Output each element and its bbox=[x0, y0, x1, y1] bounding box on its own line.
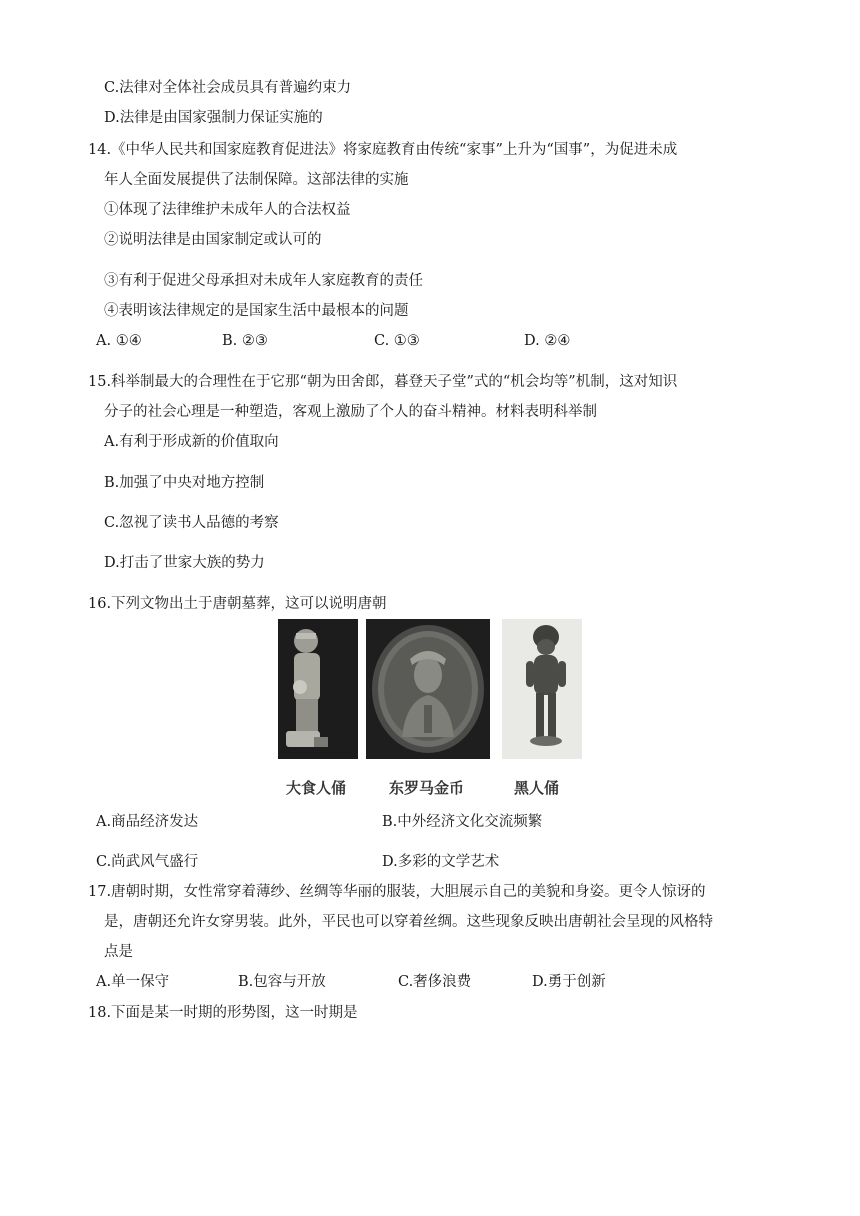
q18-stem: 18.下面是某一时期的形势图，这一时期是 bbox=[88, 1005, 358, 1021]
arab-figurine-photo bbox=[278, 619, 358, 759]
q14-option-b[interactable]: B. ②③ bbox=[222, 333, 268, 349]
q15-option-d[interactable]: D.打击了世家大族的势力 bbox=[104, 555, 265, 571]
caption-arab-figurine: 大食人俑 bbox=[286, 779, 347, 797]
q17-option-d[interactable]: D.勇于创新 bbox=[532, 974, 606, 990]
q16-stem: 16.下列文物出土于唐朝墓葬，这可以说明唐朝 bbox=[88, 596, 387, 612]
q16-option-c[interactable]: C.尚武风气盛行 bbox=[96, 854, 199, 870]
q16-option-d[interactable]: D.多彩的文学艺术 bbox=[382, 854, 500, 870]
q17-stem-line1: 17.唐朝时期，女性常穿着薄纱、丝绸等华丽的服装，大胆展示自己的美貌和身姿。更令人惊讶的 bbox=[88, 884, 706, 900]
caption-black-figurine: 黑人俑 bbox=[514, 779, 560, 797]
q17-stem-line2: 是，唐朝还允许女穿男装。此外，平民也可以穿着丝绸。这些现象反映出唐朝社会呈现的风格特 bbox=[104, 914, 713, 930]
artifact-figure bbox=[276, 617, 584, 803]
kunlun-figurine-photo bbox=[502, 619, 582, 759]
q16-option-b[interactable]: B.中外经济文化交流频繁 bbox=[382, 814, 543, 830]
q15-stem-line2: 分子的社会心理是一种塑造，客观上激励了个人的奋斗精神。材料表明科举制 bbox=[104, 404, 597, 420]
q14-item-3: ③有利于促进父母承担对未成年人家庭教育的责任 bbox=[104, 273, 423, 289]
q14-item-4: ④表明该法律规定的是国家生活中最根本的问题 bbox=[104, 303, 409, 319]
q15-option-a[interactable]: A.有利于形成新的价值取向 bbox=[104, 434, 279, 450]
q16-option-a[interactable]: A.商品经济发达 bbox=[96, 814, 199, 830]
q15-stem-line1: 15.科举制最大的合理性在于它那“朝为田舍郎，暮登天子堂”式的“机会均等”机制，这对知识 bbox=[88, 374, 678, 390]
caption-byzantine-coin: 东罗马金币 bbox=[389, 779, 465, 797]
q14-stem-line1: 14.《中华人民共和国家庭教育促进法》将家庭教育由传统“家事”上升为“国事”，为促进未成 bbox=[88, 142, 678, 158]
q14-option-d[interactable]: D. ②④ bbox=[524, 333, 571, 349]
q15-option-c[interactable]: C.忽视了读书人品德的考察 bbox=[104, 515, 279, 531]
q17-option-c[interactable]: C.奢侈浪费 bbox=[398, 974, 472, 990]
q14-item-2: ②说明法律是由国家制定或认可的 bbox=[104, 232, 322, 248]
q13-option-d: D.法律是由国家强制力保证实施的 bbox=[104, 110, 323, 126]
q15-option-b[interactable]: B.加强了中央对地方控制 bbox=[104, 475, 265, 491]
q14-option-c[interactable]: C. ①③ bbox=[374, 333, 420, 349]
q14-option-a[interactable]: A. ①④ bbox=[96, 333, 142, 349]
q14-stem-line2: 年人全面发展提供了法制保障。这部法律的实施 bbox=[104, 172, 409, 188]
q17-stem-line3: 点是 bbox=[104, 944, 133, 960]
q17-option-b[interactable]: B.包容与开放 bbox=[238, 974, 326, 990]
q17-option-a[interactable]: A.单一保守 bbox=[96, 974, 170, 990]
q13-option-c: C.法律对全体社会成员具有普遍约束力 bbox=[104, 80, 352, 96]
q14-item-1: ①体现了法律维护未成年人的合法权益 bbox=[104, 202, 351, 218]
byzantine-coin-photo bbox=[366, 619, 490, 759]
